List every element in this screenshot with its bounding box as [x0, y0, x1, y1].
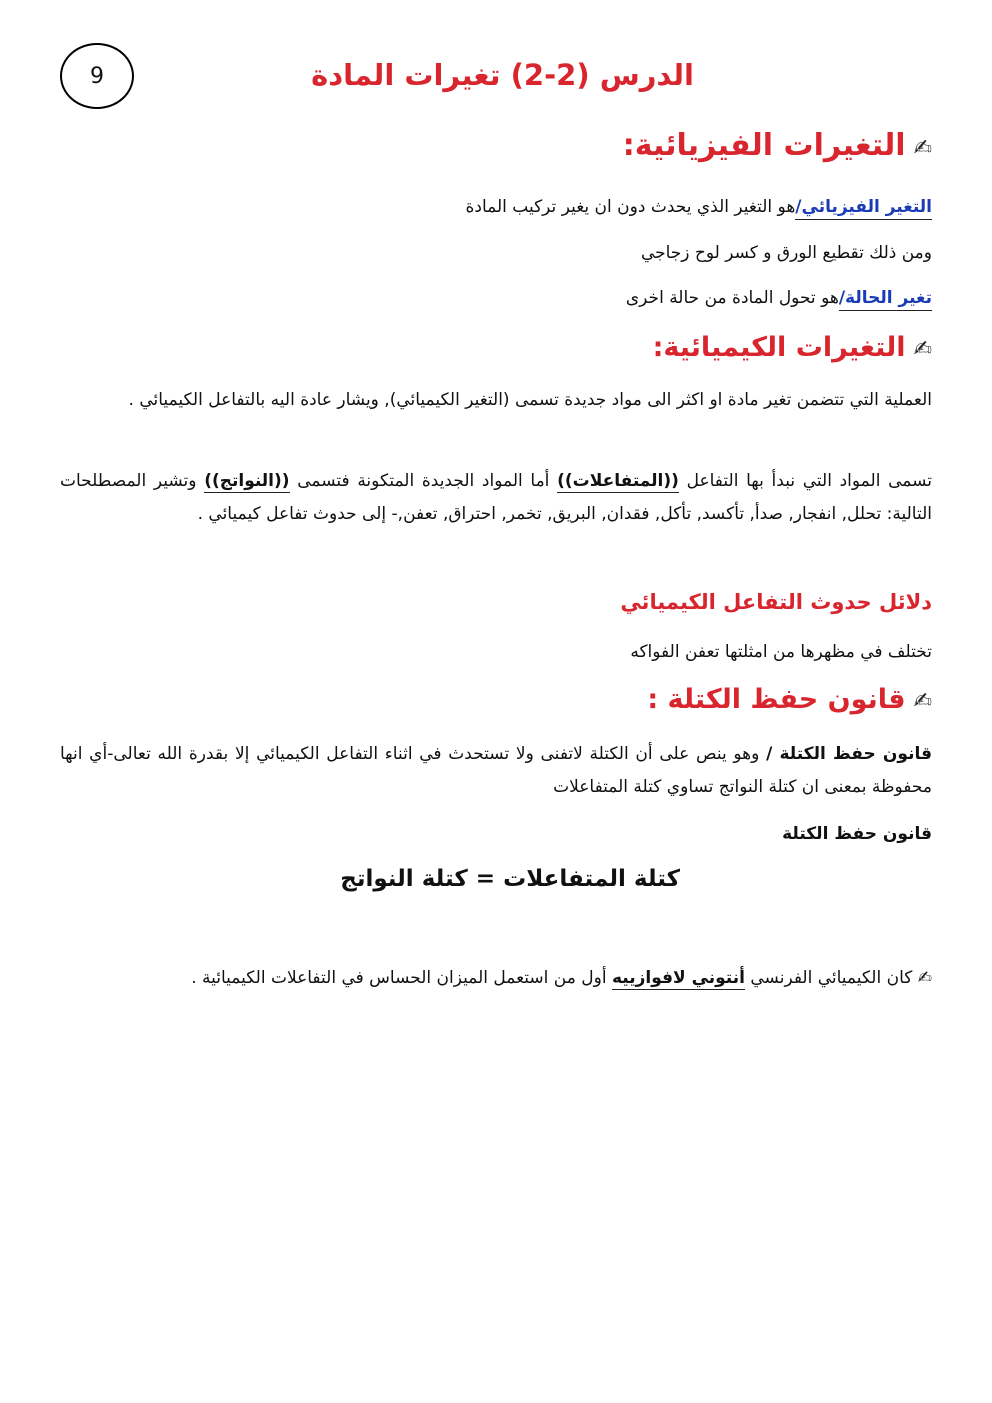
- physical-heading-text: التغيرات الفيزيائية:: [622, 128, 906, 163]
- reactants-term: ((المتفاعلات)): [557, 471, 679, 491]
- scientist-name: أنتوني لافوازييه: [611, 968, 745, 988]
- pen-writing-icon: ✍: [913, 337, 932, 362]
- mass-law-equation: كتلة المتفاعلات = كتلة النواتج: [340, 866, 680, 892]
- pen-writing-icon: ✍: [913, 689, 932, 714]
- physical-change-term: التغير الفيزيائي/: [795, 197, 932, 220]
- products-term: ((النواتج)): [204, 471, 290, 491]
- reactants-prefix: تسمى المواد التي نبدأ بها التفاعل: [678, 471, 932, 491]
- state-change-definition: [60, 283, 932, 313]
- chemical-heading-text: التغيرات الكيميائية:: [652, 332, 906, 363]
- reactants-suffix: أما المواد الجديدة المتكونة فتسمى: [289, 471, 558, 491]
- note-prefix: كان الكيميائي الفرنسي: [744, 968, 918, 988]
- mass-law-heading: [60, 684, 932, 715]
- physical-definition: [60, 192, 932, 222]
- products-suffix: وتشير المصطلحات التالية: تحلل, انفجار, صدأ, تأكسد, تأكل, فقدان, البريق, تخمر, احتراق, تعفن,- إلى حدوث تفاعل كيميائي .: [60, 471, 932, 524]
- mass-law-heading-text: قانون حفظ الكتلة :: [647, 684, 906, 715]
- reaction-evidence-text: تختلف في مظهرها من امثلتها تعفن الفواكه: [630, 642, 932, 662]
- state-change-text: هو تحول المادة من حالة اخرى: [625, 288, 839, 308]
- state-change-term: تغير الحالة/: [839, 288, 932, 311]
- mass-law-definition: [60, 738, 932, 804]
- pen-writing-icon: ✍: [917, 968, 932, 988]
- mass-law-text: وهو ينص على أن الكتلة لاتفنى ولا تستحدث في اثناء التفاعل الكيميائي إلا بقدرة الله تعالى-أي انها محفوظة بمعنى ان كتلة النواتج تساوي كتلة المتفاعلات: [60, 744, 932, 797]
- lavoisier-note: [60, 962, 932, 995]
- physical-definition-text: هو التغير الذي يحدث دون ان يغير تركيب المادة: [465, 197, 796, 217]
- page-number: [60, 43, 134, 109]
- pen-writing-icon: ✍: [913, 136, 932, 161]
- chemical-changes-heading: [60, 332, 932, 363]
- page-number-text: 9: [90, 63, 104, 89]
- reaction-evidence-heading: دلائل حدوث التفاعل الكيميائي: [620, 590, 932, 614]
- mass-law-label: قانون حفظ الكتلة: [782, 824, 932, 844]
- reactants-products-paragraph: [60, 465, 932, 531]
- lesson-title: الدرس (2-2) تغيرات المادة: [311, 58, 694, 92]
- chemical-definition: العملية التي تتضمن تغير مادة او اكثر الى مواد جديدة تسمى (التغير الكيميائي), ويشار عادة اليه بالتفاعل الكيميائي .: [128, 390, 932, 410]
- mass-law-term: قانون حفظ الكتلة /: [766, 744, 932, 764]
- note-suffix: أول من استعمل الميزان الحساس في التفاعلات الكيميائية .: [191, 968, 612, 988]
- physical-example: ومن ذلك تقطيع الورق و كسر لوح زجاجي: [640, 243, 932, 263]
- physical-changes-heading: [60, 128, 932, 163]
